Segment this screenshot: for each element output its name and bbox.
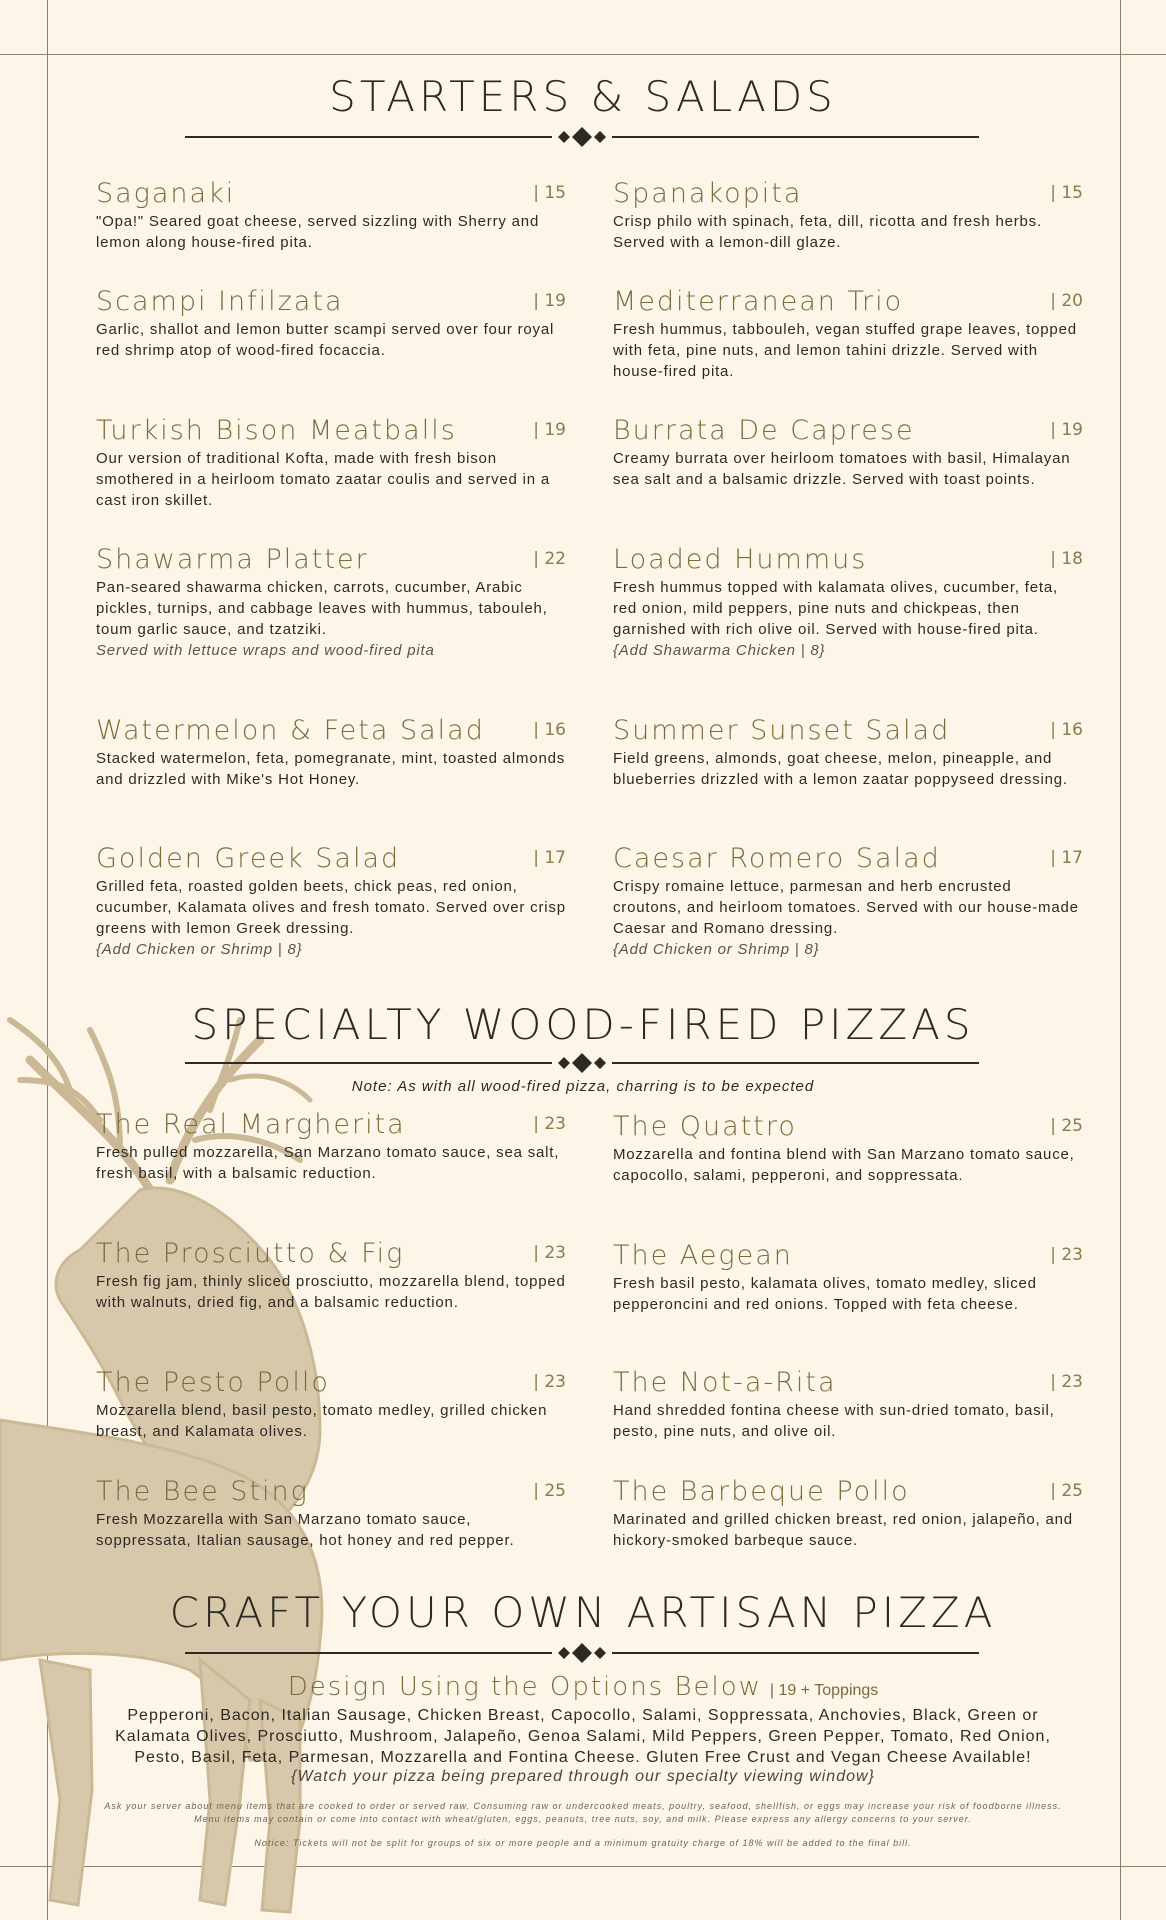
item-description: Marinated and grilled chicken breast, red onion, jalapeño, and hickory-smoked barbeque sauce. [613,1511,1073,1549]
item-description: Crispy romaine lettuce, parmesan and herb encrusted croutons, and heirloom tomatoes. Served with our house-made Caesar and Romano dressing. [613,878,1079,937]
item-description: Mozzarella and fontina blend with San Marzano tomato sauce, capocollo, salami, pepperoni, and soppressata. [613,1146,1075,1184]
craft-title: CRAFT YOUR OWN ARTISAN PIZZA [169,1588,997,1637]
menu-item [613,1110,1083,1186]
menu-item [96,842,566,960]
item-name: Burrata De Caprese [613,415,915,446]
menu-item [613,1475,1083,1551]
item-price: | 16 [1050,720,1083,740]
item-name: Scampi Infilzata [96,286,344,317]
item-note: {Add Shawarma Chicken | 8} [613,642,826,659]
item-price: | 23 [533,1372,566,1392]
menu-item [613,177,1083,253]
menu-item [613,1239,1083,1315]
item-description: Garlic, shallot and lemon butter scampi served over four royal red shrimp atop of wood-fired focaccia. [96,321,555,359]
item-price: | 25 [533,1481,566,1501]
item-name: The Quattro [613,1111,797,1142]
item-description: Fresh hummus, tabbouleh, vegan stuffed grape leaves, topped with feta, pine nuts, and lemon tahini drizzle. Served with house-fired pita. [613,321,1077,380]
item-name: Saganaki [96,178,236,209]
menu-item [96,1475,566,1551]
pizzas-divider [185,1051,979,1075]
menu-item [96,177,566,253]
menu-item [613,414,1083,490]
pizzas-title: SPECIALTY WOOD-FIRED PIZZAS [191,1000,975,1049]
item-note: {Add Chicken or Shrimp | 8} [613,941,820,958]
item-name: The Bee Sting [96,1476,309,1507]
item-name: Spanakopita [613,178,803,209]
item-description: Field greens, almonds, goat cheese, melon, pineapple, and blueberries drizzled with a lemon zaatar poppyseed dressing. [613,750,1068,788]
menu-item [613,543,1083,661]
item-description: Stacked watermelon, feta, pomegranate, mint, toasted almonds and drizzled with Mike's Hot Honey. [96,750,566,788]
pizza-charring-note: Note: As with all wood-fired pizza, charring is to be expected [351,1078,815,1095]
item-name: Turkish Bison Meatballs [96,415,457,446]
item-price: | 17 [1050,848,1083,868]
item-description: Fresh Mozzarella with San Marzano tomato sauce, soppressata, Italian sausage, hot honey and red pepper. [96,1511,515,1549]
item-description: Grilled feta, roasted golden beets, chick peas, red onion, cucumber, Kalamata olives and fresh tomato. Served over crisp greens with lemon Greek dressing. [96,878,566,937]
item-name: Watermelon & Feta Salad [96,715,485,746]
item-name: The Real Margherita [96,1109,406,1140]
item-name: Loaded Hummus [613,544,868,575]
item-name: Summer Sunset Salad [613,715,951,746]
frame-line-top [0,54,1166,55]
menu-item [96,1237,566,1313]
menu-item [96,543,566,661]
item-description: Hand shredded fontina cheese with sun-dried tomato, basil, pesto, pine nuts, and olive oil. [613,1402,1055,1440]
item-price: | 19 [533,291,566,311]
craft-divider [185,1641,979,1665]
menu-item [96,714,566,790]
item-price: | 19 [1050,420,1083,440]
menu-item [613,1366,1083,1442]
menu-item [96,414,566,511]
menu-item [96,1366,566,1442]
item-description: Creamy burrata over heirloom tomatoes with basil, Himalayan sea salt and a balsamic drizzle. Served with toast points. [613,450,1071,488]
item-price: | 23 [533,1114,566,1134]
menu-item [96,1108,566,1184]
item-name: Shawarma Platter [96,544,369,575]
item-price: | 23 [533,1243,566,1263]
item-price: | 22 [533,549,566,569]
starters-divider [185,125,979,149]
item-price: | 25 [1050,1481,1083,1501]
menu-item [613,285,1083,382]
item-name: The Not-a-Rita [613,1367,837,1398]
viewing-window-note: {Watch your pizza being prepared through our specialty viewing window} [291,1768,875,1785]
item-price: | 16 [533,720,566,740]
item-description: Crisp philo with spinach, feta, dill, ricotta and fresh herbs. Served with a lemon-dill glaze. [613,213,1042,251]
item-name: The Pesto Pollo [96,1367,330,1398]
item-name: Mediterranean Trio [613,286,904,317]
item-price: | 23 [1050,1372,1083,1392]
item-price: | 17 [533,848,566,868]
item-price: | 15 [533,183,566,203]
item-description: Pan-seared shawarma chicken, carrots, cucumber, Arabic pickles, turnips, and cabbage leaves with hummus, tabouleh, toum garlic sauce, and tzatziki. [96,579,548,638]
menu-item [613,842,1083,960]
gratuity-notice: Notice: Tickets will not be split for groups of six or more people and a minimum gratuity charge of 18% will be added to the final bill. [254,1838,912,1848]
item-name: Caesar Romero Salad [613,843,941,874]
item-name: The Prosciutto & Fig [96,1238,405,1269]
item-price: | 20 [1050,291,1083,311]
design-price: | 19 + Toppings [769,1682,879,1699]
menu-item [96,285,566,361]
item-description: "Opa!" Seared goat cheese, served sizzling with Sherry and lemon along house-fired pita. [96,213,540,251]
item-price: | 23 [1050,1245,1083,1265]
item-description: Fresh hummus topped with kalamata olives, cucumber, feta, red onion, mild peppers, pine nuts and chickpeas, then garnished with rich olive oil. Served with house-fired pita. [613,579,1058,638]
design-heading [0,1672,1166,1702]
item-price: | 19 [533,420,566,440]
design-label: Design Using the Options Below [287,1672,762,1702]
toppings-list: Pepperoni, Bacon, Italian Sausage, Chicken Breast, Capocollo, Salami, Soppressata, Anchovies, Black, Green or Kalamata Olives, Prosciutto, Mushroom, Jalapeño, Genoa Salami, Mild Peppers, Green Pepper, Tomato, Red Onion, Pesto, Basil, Feta, Parmesan, Mozzarella and Fontina Cheese. Gluten Free Crust and Vegan Cheese Available! [115,1707,1051,1766]
item-description: Mozzarella blend, basil pesto, tomato medley, grilled chicken breast, and Kalamata olives. [96,1402,548,1440]
item-note: Served with lettuce wraps and wood-fired pita [96,642,435,659]
item-description: Fresh fig jam, thinly sliced prosciutto, mozzarella blend, topped with walnuts, dried fig, and a balsamic reduction. [96,1273,566,1311]
item-description: Fresh pulled mozzarella, San Marzano tomato sauce, sea salt, fresh basil, with a balsamic reduction. [96,1144,560,1182]
item-note: {Add Chicken or Shrimp | 8} [96,941,303,958]
item-price: | 15 [1050,183,1083,203]
item-description: Our version of traditional Kofta, made with fresh bison smothered in a heirloom tomato zaatar coulis and served in a cast iron skillet. [96,450,551,509]
menu-item [613,714,1083,790]
item-name: The Aegean [613,1240,793,1271]
starters-title: STARTERS & SALADS [329,72,837,121]
allergy-disclaimer: Ask your server about menu items that are cooked to order or served raw. Consuming raw or undercooked meats, poultry, seafood, shellfish, or eggs may increase your risk of foodborne illness. Menu items may contain or come into contact with wheat/gluten, eggs, peanuts, tree nuts, soy, and milk. Please express any allergy concerns to your server. [104,1801,1062,1824]
item-name: The Barbeque Pollo [613,1476,910,1507]
item-price: | 18 [1050,549,1083,569]
item-price: | 25 [1050,1116,1083,1136]
item-name: Golden Greek Salad [96,843,401,874]
item-description: Fresh basil pesto, kalamata olives, tomato medley, sliced pepperoncini and red onions. Topped with feta cheese. [613,1275,1037,1313]
